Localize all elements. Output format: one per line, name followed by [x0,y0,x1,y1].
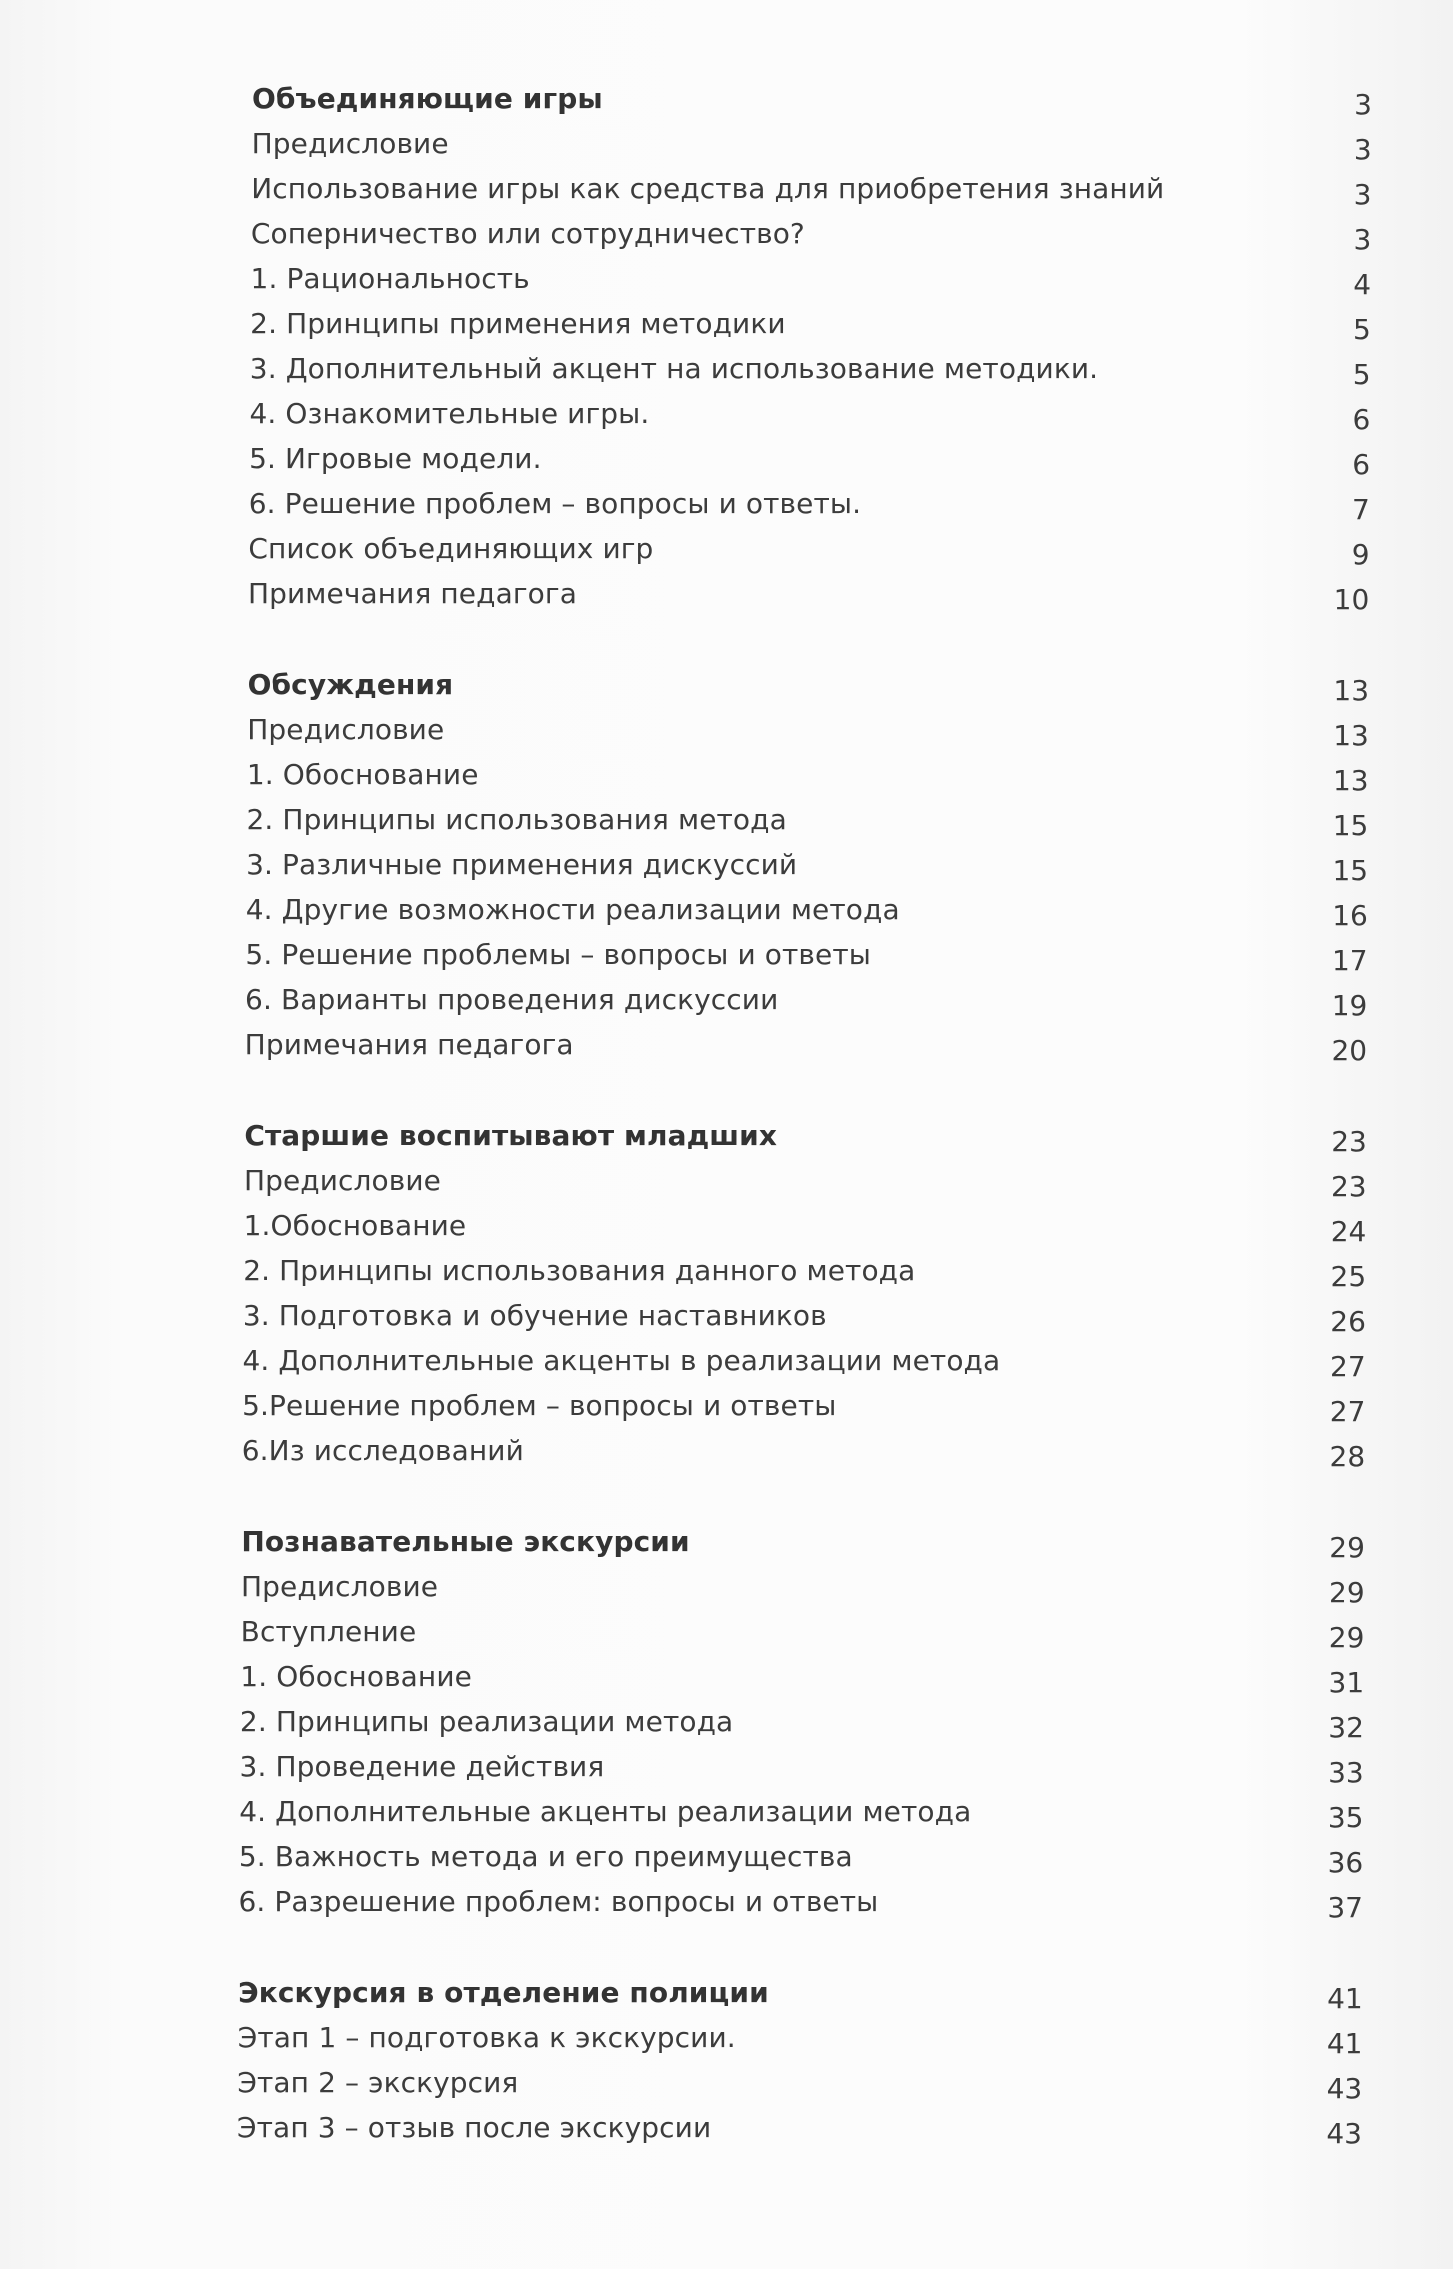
toc-entry [0,393,1453,438]
toc-page-number: 29 [1328,1621,1365,1654]
toc-page-number: 10 [1333,583,1370,616]
toc-entry-title: 6. Разрешение проблем: вопросы и ответы [238,1885,879,1918]
toc-entry [0,1205,1453,1250]
toc-page-number: 16 [1332,899,1368,932]
toc-entry [0,1295,1453,1340]
toc-entry-title: 4. Дополнительные акценты в реализации метода [242,1344,1001,1377]
toc-entry-title: Этап 1 – подготовка к экскурсии. [237,2021,736,2054]
toc-page-number: 37 [1327,1891,1363,1924]
toc-entry-title: Предисловие [243,1164,441,1197]
toc-page-number: 26 [1330,1305,1366,1338]
toc-page-number: 3 [1354,88,1372,121]
toc-entry-title: 6.Из исследований [241,1434,524,1467]
toc-page-number: 23 [1331,1125,1367,1158]
toc-heading-title: Обсуждения [247,668,454,701]
toc-entry-title: 2. Принципы использования метода [246,803,787,836]
toc-page-number: 33 [1328,1756,1364,1789]
toc-page-number: 24 [1330,1215,1367,1248]
toc-entry-title: 1.Обоснование [243,1209,467,1242]
toc-page-number: 15 [1332,809,1369,842]
toc-entry-title: 2. Принципы использования данного метода [243,1254,916,1287]
toc-page-number: 31 [1328,1666,1365,1699]
toc-page-number: 4 [1353,268,1372,301]
toc-page-number: 13 [1332,764,1369,797]
toc-page-number: 17 [1331,944,1368,977]
toc-entry [0,2062,1453,2107]
toc-entry-title: 6. Варианты проведения дискуссии [245,983,779,1016]
toc-entry-title: Вступление [240,1615,417,1648]
toc-entry-title: 3. Дополнительный акцент на использование методики. [249,352,1099,385]
toc-entry-title: 4. Ознакомительные игры. [249,397,650,430]
toc-entry [0,934,1453,979]
toc-entry [0,1024,1453,1069]
toc-entry-title: 3. Проведение действия [239,1750,605,1783]
toc-section [0,664,1453,1069]
toc-entry-title: Этап 3 – отзыв после экскурсии [237,2111,712,2144]
toc-page-number: 3 [1353,223,1372,256]
toc-section-heading [0,664,1453,709]
toc-entry-title: Список объединяющих игр [248,532,654,565]
toc-entry [0,1385,1453,1430]
toc-page-number: 6 [1352,403,1371,436]
toc-entry-title: 5. Важность метода и его преимущества [238,1840,853,1873]
toc-entry [0,258,1453,303]
toc-entry [0,348,1453,393]
toc-entry [0,1656,1453,1701]
toc-entry-title: 4. Дополнительные акценты реализации метода [239,1795,972,1828]
toc-entry [0,799,1453,844]
toc-page-number: 23 [1330,1170,1367,1203]
toc-section [0,1115,1453,1475]
toc-page-number: 15 [1332,854,1369,887]
toc-page-number: 13 [1333,719,1369,752]
toc-entry [0,1430,1453,1475]
toc-page-number: 35 [1327,1801,1364,1834]
toc-entry-title: 4. Другие возможности реализации метода [245,893,900,926]
toc-entry [0,1701,1453,1746]
toc-entry-title: 2. Принципы применения методики [250,307,786,340]
toc-page-number: 20 [1331,1034,1368,1067]
toc-entry-title: 6. Решение проблем – вопросы и ответы. [248,487,862,520]
toc-page-number: 43 [1326,2117,1362,2150]
toc-section-heading [0,1115,1453,1160]
toc-page-number: 5 [1352,313,1371,346]
toc-page-number: 41 [1326,2027,1363,2060]
toc-page-number: 13 [1333,674,1370,707]
toc-heading-title: Объединяющие игры [252,82,603,115]
toc-entry [0,2107,1453,2152]
toc-entry [0,979,1453,1024]
toc-entry [0,1340,1453,1385]
toc-page-number: 9 [1351,538,1370,571]
toc-page-number: 6 [1352,448,1371,481]
toc-entry-title: Предисловие [241,1570,439,1603]
toc-section-heading [0,1972,1453,2017]
toc-entry [0,303,1453,348]
toc-page-number: 25 [1330,1260,1367,1293]
toc-entry-title: Примечания педагога [244,1028,574,1061]
toc-page-number: 19 [1331,989,1368,1022]
toc-entry-title: 5. Решение проблемы – вопросы и ответы [245,938,871,971]
toc-entry [0,528,1453,573]
toc-page-number: 32 [1328,1711,1364,1744]
toc-entry-title: 5. Игровые модели. [249,442,542,475]
toc-entry [0,438,1453,483]
toc-entry [0,1881,1453,1926]
toc-page-number: 5 [1352,358,1371,391]
toc-entry-title: Этап 2 – экскурсия [237,2066,519,2099]
toc-page-number: 41 [1327,1982,1363,2015]
toc-entry [0,844,1453,889]
toc-section [0,1972,1453,2152]
toc-entry-title: Соперничество или сотрудничество? [250,217,805,250]
toc-entry-title: 1. Рациональность [250,262,530,295]
toc-heading-title: Старшие воспитывают младших [244,1119,778,1152]
toc-entry-title: Использование игры как средства для приобретения знаний [251,172,1165,205]
toc-entry [0,1791,1453,1836]
toc-section-heading [0,1521,1453,1566]
toc-page-number: 29 [1329,1576,1365,1609]
toc-entry [0,1250,1453,1295]
toc-entry [0,1836,1453,1881]
toc-page-number: 27 [1330,1350,1366,1383]
toc-heading-title: Экскурсия в отделение полиции [238,1976,769,2009]
toc-page-number: 7 [1351,493,1370,526]
toc-entry [0,2017,1453,2062]
toc-page-number: 43 [1326,2072,1363,2105]
toc-entry-title: Примечания педагога [247,577,577,610]
toc-entry [0,123,1453,168]
toc-page-number: 3 [1353,178,1372,211]
toc-section [0,1521,1453,1926]
toc-entry-title: 5.Решение проблем – вопросы и ответы [242,1389,837,1422]
toc-entry-title: Предисловие [251,127,449,160]
toc-entry [0,168,1453,213]
toc-page-number: 36 [1327,1846,1364,1879]
toc-entry-title: 1. Обоснование [246,758,479,791]
toc-entry [0,573,1453,618]
toc-entry [0,1611,1453,1656]
toc-entry [0,709,1453,754]
toc-entry-title: 2. Принципы реализации метода [239,1705,734,1738]
toc-page-number: 27 [1329,1395,1366,1428]
toc-page-number: 29 [1329,1531,1365,1564]
toc-heading-title: Познавательные экскурсии [241,1525,690,1558]
toc-entry-title: 3. Подготовка и обучение наставников [242,1299,827,1332]
toc-entry [0,1160,1453,1205]
toc-entry [0,213,1453,258]
toc-page-number: 3 [1353,133,1372,166]
toc-entry [0,754,1453,799]
toc-page-number: 28 [1329,1440,1366,1473]
toc-entry [0,1746,1453,1791]
table-of-contents [0,78,1453,2198]
toc-entry [0,889,1453,934]
toc-entry-title: Предисловие [247,713,445,746]
toc-entry [0,483,1453,528]
toc-section-heading [0,78,1453,123]
toc-entry-title: 3. Различные применения дискуссий [246,848,798,881]
toc-section [0,78,1453,618]
toc-entry-title: 1. Обоснование [240,1660,472,1693]
toc-entry [0,1566,1453,1611]
